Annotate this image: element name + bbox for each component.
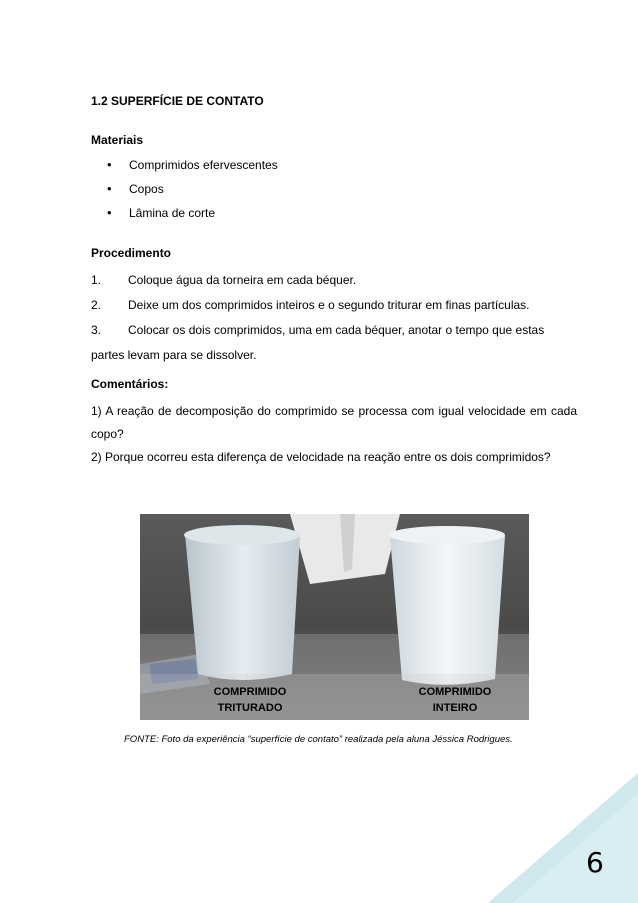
procedure-step [91,293,577,318]
section-title: 1.2 SUPERFÍCIE DE CONTATO [91,94,264,108]
step-text: Colocar os dois comprimidos, uma em cada béquer, anotar o tempo que estas partes levam para se dissolver. [91,323,545,362]
comments-questions [91,400,577,469]
photo-caption: FONTE: Foto da experiência “superfície de contato” realizada pela aluna Jéssica Rodrigues. [124,734,513,745]
step-number: 2. [91,298,102,312]
label-crushed-tablet: COMPRIMIDO TRITURADO [213,686,287,714]
list-item: • Comprimidos efervescentes [107,156,278,180]
materials-list [107,156,278,228]
question-2: 2) Porque ocorreu esta diferença de velocidade na reação entre os dois comprimidos? [91,450,551,464]
procedure-steps [91,268,577,368]
page-number: 6 [586,846,604,879]
step-text: Deixe um dos comprimidos inteiros e o segundo triturar em finas partículas. [128,298,530,312]
step-text: Coloque água da torneira em cada béquer. [128,273,357,287]
materials-heading: Materiais [91,133,144,147]
comments-heading: Comentários: [91,377,169,391]
list-item: • Lâmina de corte [107,204,278,228]
question-1: 1) A reação de decomposição do comprimido se processa com igual velocidade em cada copo? [91,404,577,441]
label-whole-tablet: COMPRIMIDO INTEIRO [418,686,492,714]
step-number: 3. [91,323,102,337]
procedure-step [91,268,577,293]
experiment-photo [140,514,529,720]
list-item: • Copos [107,180,278,204]
corner-decoration [488,773,638,903]
procedure-heading: Procedimento [91,246,172,260]
step-number: 1. [91,273,102,287]
procedure-step [91,318,577,368]
